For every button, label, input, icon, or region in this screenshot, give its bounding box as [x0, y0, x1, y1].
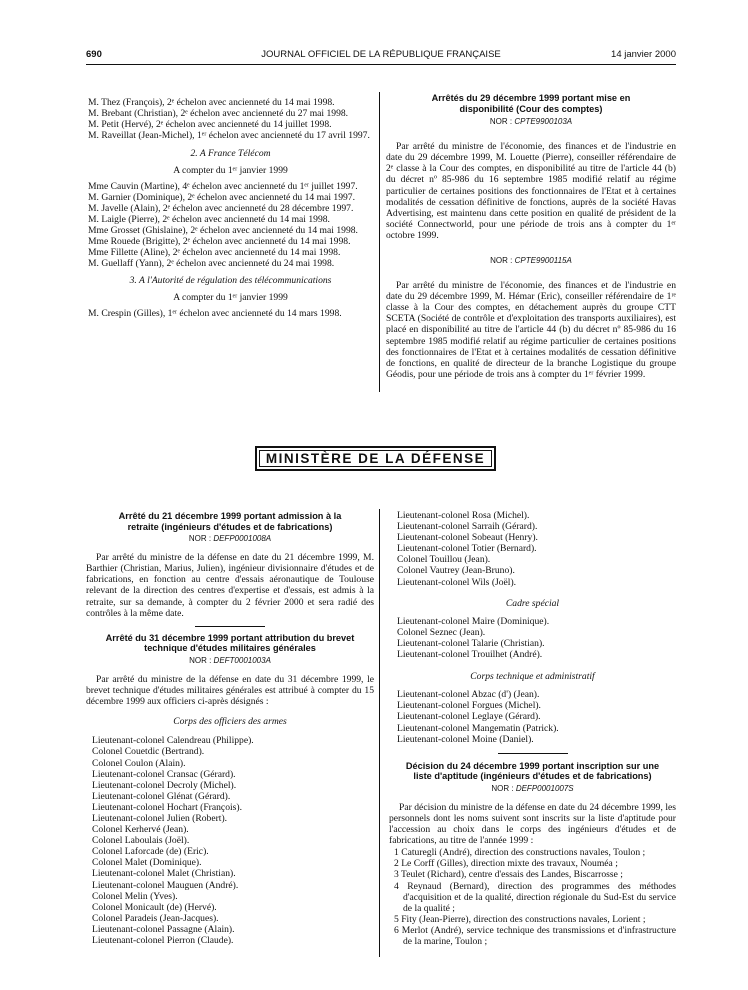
journal-title: JOURNAL OFFICIEL DE LA RÉPUBLIQUE FRANÇAISE	[261, 49, 501, 60]
article-paragraph: Par arrêté du ministre de la défense en date du 31 décembre 1999, le brevet technique d'études militaires générales est attribué à compter du 15 décembre 1999 aux officiers ci-après désignés :	[86, 673, 374, 708]
list-item: Lieutenant-colonel Passagne (Alain).	[92, 923, 235, 935]
list-item: Colonel Laforcade (de) (Eric).	[92, 846, 209, 858]
nor-label: NOR :	[489, 117, 513, 127]
header-rule	[86, 64, 676, 65]
list-item: Lieutenant-colonel Decroly (Michel).	[92, 779, 237, 791]
entry: M. Petit (Hervé), 2ᵉ échelon avec ancienneté du 14 juillet 1998.	[88, 119, 332, 131]
list-item: Lieutenant-colonel Mangematin (Patrick).	[397, 722, 559, 734]
entry: Mme Grosset (Ghislaine), 2ᵉ échelon avec ancienneté du 14 mai 1998.	[88, 224, 358, 236]
entry: M. Garnier (Dominique), 2ᵉ échelon avec ancienneté du 14 mai 1997.	[88, 191, 355, 203]
article-title: Décision du 24 décembre 1999 portant inscription sur une liste d'aptitude (ingénieurs d'études et de fabrications)	[405, 760, 660, 782]
list-item: Lieutenant-colonel Abzac (d') (Jean).	[397, 689, 540, 701]
list-item: 5 Fity (Jean-Pierre), direction des constructions navales, Lorient ;	[394, 913, 646, 925]
nor-reference	[386, 255, 676, 266]
entry: M. Brebant (Christian), 2ᵉ échelon avec ancienneté du 27 mai 1998.	[88, 108, 349, 120]
list-item: Colonel Melin (Yves).	[92, 890, 178, 902]
cadre-list	[389, 616, 676, 660]
nor-label: NOR :	[189, 655, 212, 665]
list-item: Colonel Laboulais (Joël).	[92, 835, 190, 847]
list-item: 2 Le Corff (Gilles), direction mixte des travaux, Nouméa ;	[394, 858, 618, 870]
lines-b	[88, 181, 373, 270]
officer-list	[86, 735, 374, 946]
entry: M. Laigle (Pierre), 2ᵉ échelon avec ancienneté du 14 mai 1998.	[88, 213, 330, 225]
list-item: Colonel Couetdic (Bertrand).	[92, 746, 205, 758]
list-item: Lieutenant-colonel Totier (Bernard).	[397, 543, 537, 555]
top-left-column	[88, 97, 373, 319]
list-item: 1 Caturegli (André), direction des constructions navales, Toulon ;	[394, 847, 646, 859]
list-item: Lieutenant-colonel Sobeaut (Henry).	[397, 532, 538, 544]
list-item: Lieutenant-colonel Calendreau (Philippe).	[92, 735, 254, 747]
article-separator	[195, 626, 265, 627]
entry: Mme Rouede (Brigitte), 2ᵉ échelon avec ancienneté du 14 mai 1998.	[88, 236, 351, 248]
entry: Mme Fillette (Aline), 2ᵉ échelon avec ancienneté du 14 mai 1998.	[88, 247, 341, 259]
nor-label: NOR :	[491, 783, 514, 793]
entry: M. Guellaff (Yann), 2ᵉ échelon avec ancienneté du 24 mai 1998.	[88, 258, 335, 270]
list-item: Colonel Monicault (de) (Hervé).	[92, 901, 217, 913]
list-item: Lieutenant-colonel Malet (Christian).	[92, 868, 236, 880]
entry: M. Thez (François), 2ᵉ échelon avec ancienneté du 14 mai 1998.	[88, 97, 335, 108]
aptitude-list	[389, 847, 676, 947]
list-item: Lieutenant-colonel Rosa (Michel).	[397, 510, 530, 521]
list-item: Lieutenant-colonel Sarraih (Gérard).	[397, 521, 538, 533]
entry: M. Raveillat (Jean-Michel), 1ᵉʳ échelon avec ancienneté du 17 avril 1997.	[88, 130, 370, 142]
page-number: 690	[86, 49, 102, 60]
list-item: Colonel Touillou (Jean).	[397, 554, 491, 566]
nor-code: CPTE9900103A	[514, 117, 573, 127]
nor-reference	[389, 783, 676, 794]
article-title: Arrêté du 31 décembre 1999 portant attribution du brevet technique d'études militaires générales	[105, 632, 355, 654]
entry: M. Crespin (Gilles), 1ᵉʳ échelon avec ancienneté du 14 mars 1998.	[88, 307, 342, 319]
section-heading: 3. A l'Autorité de régulation des télécommunications	[129, 275, 332, 287]
list-item: 6 Merlot (André), service technique des transmissions et d'infrastructure de la marine, Toulon ;	[394, 924, 676, 947]
compter-line: A compter du 1ᵉʳ janvier 1999	[173, 165, 288, 177]
nor-code: DEFP0001008A	[213, 534, 272, 544]
list-item: Lieutenant-colonel Talarie (Christian).	[397, 637, 545, 649]
nor-code: CPTE9900115A	[514, 256, 572, 266]
column-divider	[379, 509, 380, 957]
lines-a	[88, 97, 373, 141]
nor-code: DEFT0001003A	[213, 655, 271, 665]
list-item: Lieutenant-colonel Pierron (Claude).	[92, 935, 234, 946]
list-item: Colonel Coulon (Alain).	[92, 757, 186, 769]
list-item: Colonel Malet (Dominique).	[92, 857, 202, 869]
list-item: Lieutenant-colonel Moine (Daniel).	[397, 733, 534, 745]
article-paragraph: Par décision du ministre de la défense en date du 24 décembre 1999, les personnels dont les noms suivent sont inscrits sur la liste d'aptitude pour l'accession au choix dans le corps des ingénieurs d'études et de fabrications, au titre de l'année 1999 :	[389, 801, 676, 847]
article-title: Arrêtés du 29 décembre 1999 portant mise en disponibilité (Cour des comptes)	[431, 93, 631, 114]
column-divider	[379, 92, 380, 392]
article-paragraph: Par arrêté du ministre de l'économie, des finances et de l'industrie en date du 29 décembre 1999, M. Hémar (Eric), conseiller référendaire de 1ʳᵉ classe à la Cour des comptes, en détachement auprès du groupe CTT SCETA (Société de contrôle et d'exploitation des transports auxiliaires), est placé en disponibilité au titre de l'article 44 (b) du décret nº 85-986 du 16 septembre 1985 modifié relatif au régime particulier de certaines positions des fonctionnaires de l'Etat et à certaines modalités de cessation définitive de fonctions, en qualité de directeur de la branche Logistique du groupe Géodis, pour une période de trois ans à compter du 1ᵉʳ février 1999.	[386, 280, 676, 380]
list-item: Lieutenant-colonel Glénat (Gérard).	[92, 790, 231, 802]
list-item: Lieutenant-colonel Maire (Dominique).	[397, 615, 550, 627]
ministry-heading-box	[255, 446, 496, 471]
list-item: Lieutenant-colonel Wils (Joël).	[397, 576, 517, 588]
nor-reference	[386, 116, 676, 127]
list-item: Colonel Seznec (Jean).	[397, 626, 486, 638]
ministry-heading: MINISTÈRE DE LA DÉFENSE	[259, 450, 492, 467]
nor-reference	[86, 533, 374, 544]
nor-label: NOR :	[188, 534, 212, 544]
entry: Mme Cauvin (Martine), 4ᵉ échelon avec ancienneté du 1ᵉʳ juillet 1997.	[88, 180, 358, 192]
compter-line: A compter du 1ᵉʳ janvier 1999	[173, 292, 288, 304]
section-heading: Corps technique et administratif	[470, 671, 595, 683]
top-right-column	[386, 93, 676, 380]
list-item: Lieutenant-colonel Mauguen (André).	[92, 879, 239, 891]
bottom-right-column	[389, 510, 676, 947]
article-separator	[498, 753, 568, 754]
page-header	[86, 49, 676, 63]
entry: M. Javelle (Alain), 2ᵉ échelon avec ancienneté du 28 décembre 1997.	[88, 202, 354, 214]
corps-tech-list	[389, 689, 676, 744]
section-heading: 2. A France Télécom	[190, 148, 271, 160]
list-item: Colonel Vautrey (Jean-Bruno).	[397, 565, 515, 577]
list-item: Lieutenant-colonel Cransac (Gérard).	[92, 768, 236, 780]
list-item: Lieutenant-colonel Hochart (François).	[92, 801, 242, 813]
list-item: Lieutenant-colonel Trouilhet (André).	[397, 649, 543, 661]
list-item: Colonel Paradeis (Jean-Jacques).	[92, 912, 219, 924]
article-paragraph: Par arrêté du ministre de l'économie, des finances et de l'industrie en date du 29 décembre 1999, M. Louette (Pierre), conseiller référendaire de 2ᵉ classe à la Cour des comptes, en disponibilité au titre de l'article 44 (b) du décret nº 85-986 du 16 septembre 1985 modifié relatif au régime particulier de certaines positions des fonctionnaires de l'Etat et à certaines modalités de cessation définitive de fonctions, auprès de la société Havas Advertising, est maintenu dans cette position en qualité de président de la société Connectworld, pour une période de trois ans à compter du 1ᵉʳ octobre 1999.	[386, 141, 676, 241]
article-title: Arrêté du 21 décembre 1999 portant admission à la retraite (ingénieurs d'études et de fabrications)	[118, 511, 342, 532]
section-heading: Cadre spécial	[505, 597, 560, 609]
list-item: 4 Reynaud (Bernard), direction des programmes des méthodes d'acquisition et de la qualité, direction régionale du Sud-Est du service de la qualité ;	[394, 880, 676, 914]
list-item: Lieutenant-colonel Leglaye (Gérard).	[397, 711, 541, 723]
nor-reference	[86, 655, 374, 666]
nor-code: DEFP0001007S	[515, 783, 574, 793]
article-paragraph: Par arrêté du ministre de la défense en date du 21 décembre 1999, M. Barthier (Christian, Marius, Julien), ingénieur divisionnaire d'études et de fabrications, en fonction au centre d'essais aéronautique de Toulouse relevant de la direction des centres d'expertise et d'essais, est admis à la retraite, sur sa demande, à compter du 2 février 2000 et sera radié des contrôles à la même date.	[86, 552, 374, 619]
bottom-left-column	[86, 511, 374, 946]
list-item: 3 Teulet (Richard), centre d'essais des Landes, Biscarrosse ;	[394, 869, 623, 881]
list-item: Colonel Kerhervé (Jean).	[92, 824, 189, 836]
officer-list-continued	[389, 510, 676, 588]
list-item: Lieutenant-colonel Forgues (Michel).	[397, 700, 541, 712]
issue-date: 14 janvier 2000	[611, 49, 676, 60]
nor-label: NOR :	[490, 256, 513, 266]
list-item: Lieutenant-colonel Julien (Robert).	[92, 812, 228, 824]
section-heading: Corps des officiers des armes	[173, 716, 287, 728]
